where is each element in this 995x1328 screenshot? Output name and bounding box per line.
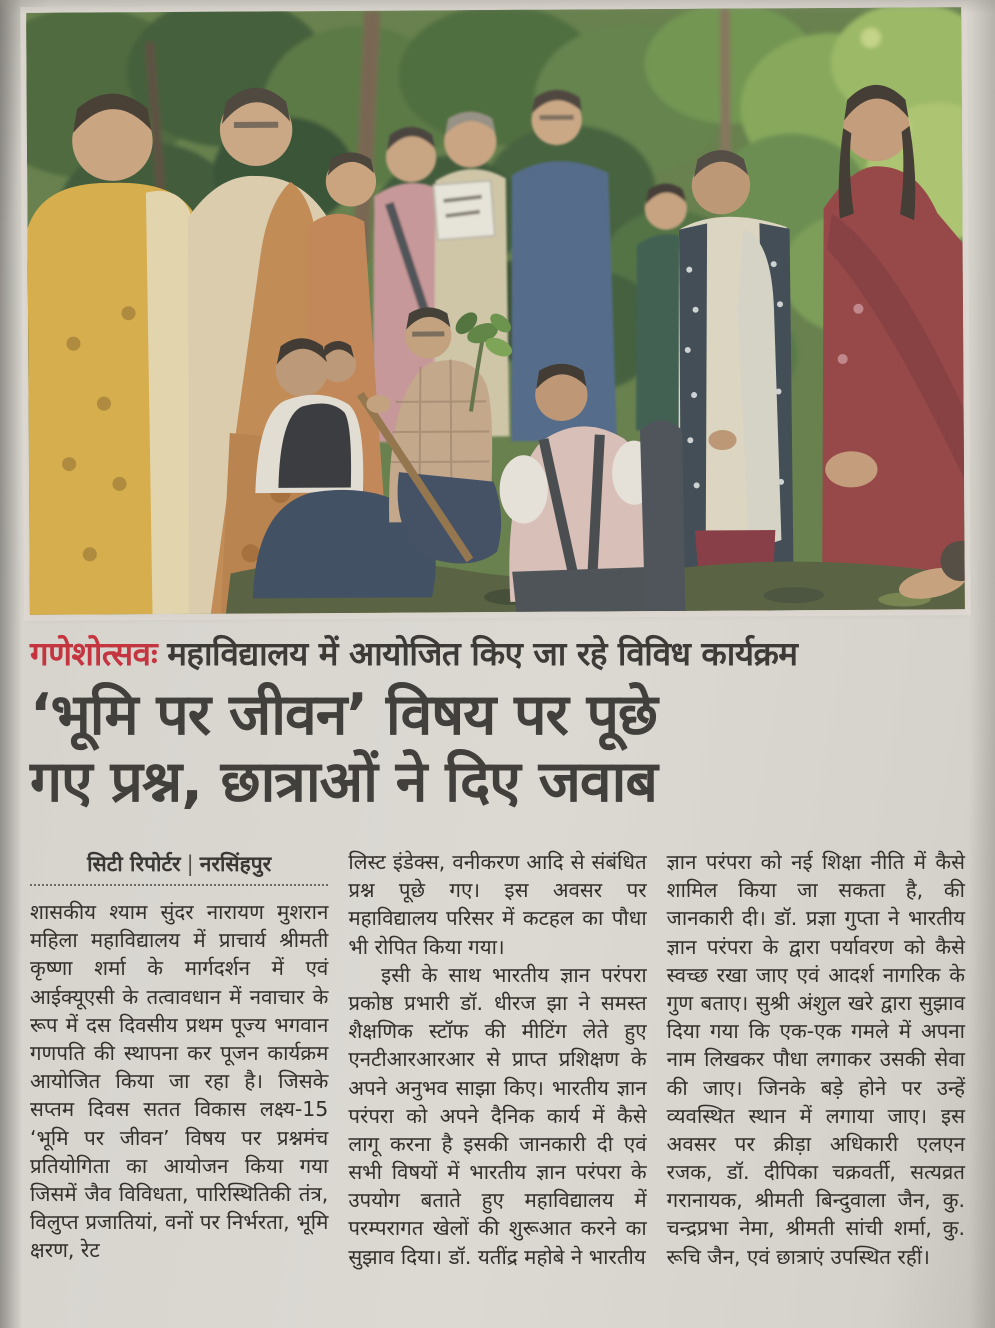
- paragraph: ज्ञान परंपरा को नई शिक्षा नीति में कैसे शामिल किया जा सकता है, की जानकारी दी। डॉ. प्रज्ञा गुप्ता ने भारतीय ज्ञान परंपरा के द्वारा पर्यावरण को कैसे स्वच्छ रखा जाए एवं आदर्श नागरिक के गुण बताए। सुश्री अंशुल खरे द्वारा सुझाव दिया गया कि एक-एक गमले में अपना नाम लिखकर पौधा लगाकर उसकी सेवा की जाए। जिनके बड़े होने पर उन्हें व्यवस्थित स्थान में लगाया जाए। इस अवसर पर क्रीड़ा अधिकारी एलएन रजक, डॉ. दीपिका चक्रवर्ती, सत्यव्रत गरानायक, श्रीमती बिन्दुवाला जैन, कु. चन्द्रप्रभा नेमा, श्रीमती सांची शर्मा, कु. रूचि जैन, एवं छात्राएं उपस्थित रहीं।: [666, 850, 965, 1269]
- paragraph: शासकीय श्याम सुंदर नारायण मुशरान महिला महाविद्यालय में प्राचार्य श्रीमती कृष्णा शर्मा के मार्गदर्शन में एवं आईक्यूएसी के तत्वावधान में नवाचार के रूप में दस दिवसीय प्रथम पूज्य भगवान गणपति की स्थापना कर पूजन कार्यक्रम आयोजित किया जा रहा है। जिसके सप्तम दिवस सतत विकास लक्ष्य-15 ‘भूमि पर जीवन’ विषय पर प्रश्नमंच प्रतियोगिता का आयोजन किया गया जिसमें जैव विविधता, पारिस्थितिकी तंत्र, विलुप्त प्रजातियां, वनों पर निर्भरता, भूमि क्षरण, रेट: [30, 900, 329, 1263]
- placard: [434, 181, 495, 240]
- kicker-tag: गणेशोत्सवः: [30, 634, 158, 673]
- scan-edge-shadow-right: [969, 0, 995, 1328]
- byline: [30, 848, 328, 884]
- paragraph: लिस्ट इंडेक्स, वनीकरण आदि से संबंधित प्रश्न पूछे गए। इस अवसर पर महाविद्यालय परिसर में कटहल का पौधा भी रोपित किया गया।: [348, 850, 647, 959]
- column-3: [667, 848, 965, 1271]
- scan-edge-shadow-left: [0, 0, 22, 1328]
- column-1: [30, 848, 328, 1271]
- article-body: [30, 848, 965, 1271]
- column-2: [348, 848, 646, 1271]
- paragraph: इसी के साथ भारतीय ज्ञान परंपरा प्रकोष्ठ प्रभारी डॉ. धीरज झा ने समस्त शैक्षणिक स्टॉफ की मीटिंग लेते हुए एनटीआरआरआर से प्राप्त प्रशिक्षण के अपने अनुभव साझा किए। भारतीय ज्ञान परंपरा को अपने दैनिक कार्य में कैसे लागू करना है इसकी जानकारी दी एवं सभी विषयों में भारतीय ज्ञान परंपरा के उपयोग बताते हुए महाविद्यालय में परम्परागत खेलों की शुरूआत करने का सुझाव दिया। डॉ. यतींद्र महोबे ने भारतीय: [348, 962, 647, 1269]
- plantation-photo-illustration: [26, 7, 965, 615]
- byline-separator: |: [186, 852, 194, 876]
- kicker-text: महाविद्यालय में आयोजित किए जा रहे विविध कार्यक्रम: [167, 634, 798, 673]
- headline-line1: ‘भूमि पर जीवन’ विषय पर पूछे: [30, 682, 658, 748]
- kicker-line: [30, 630, 970, 675]
- tree-trunk: [720, 9, 731, 160]
- byline-location: नरसिंहपुर: [199, 852, 272, 876]
- backpack: [640, 420, 685, 611]
- headline-line2: गए प्रश्न, छात्राओं ने दिए जवाब: [30, 748, 657, 815]
- article-headline: [30, 682, 975, 815]
- byline-reporter: सिटी रिपोर्टर: [87, 852, 181, 876]
- byline-divider: [30, 884, 328, 886]
- article-photo: [26, 7, 965, 615]
